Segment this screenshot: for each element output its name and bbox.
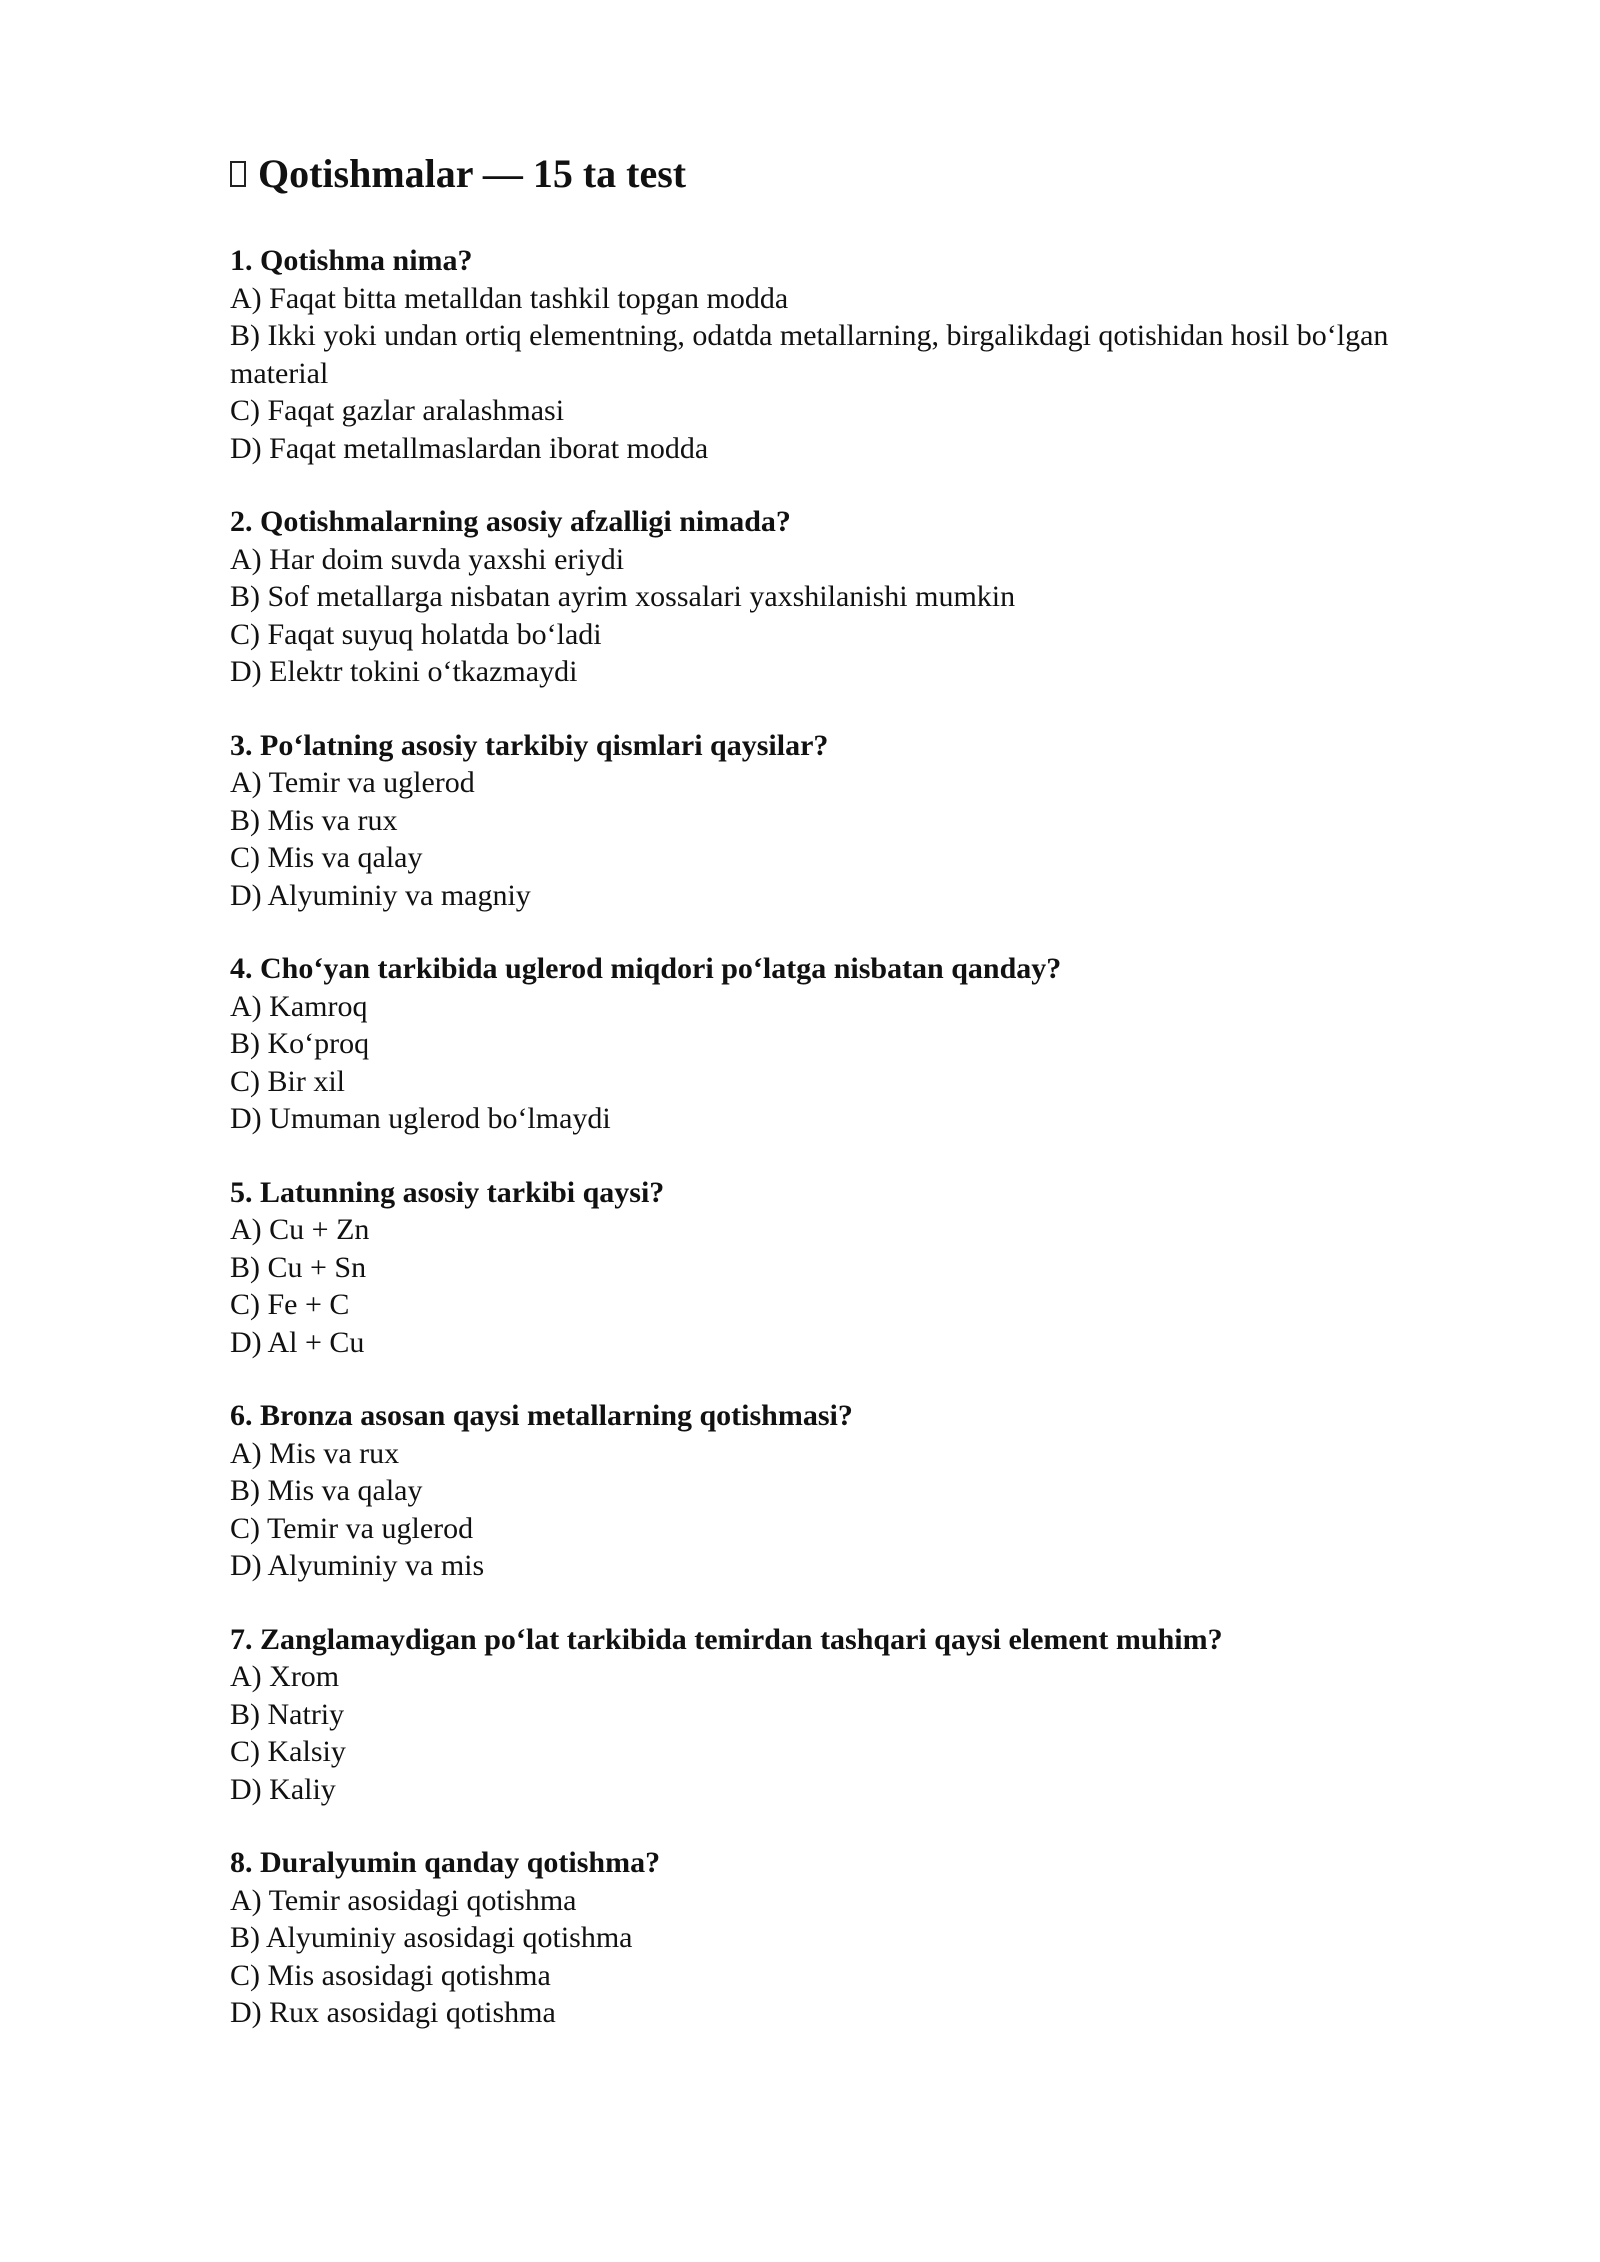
question-6 <box>230 1397 1490 1585</box>
option-d: D) Umuman uglerod bo‘lmaydi <box>230 1102 611 1135</box>
option-c: C) Mis asosidagi qotishma <box>230 1958 551 1992</box>
option-c: C) Temir va uglerod <box>230 1511 474 1545</box>
option-c: C) Bir xil <box>230 1064 346 1098</box>
option-d: D) Alyuminiy va mis <box>230 1549 485 1582</box>
question-3 <box>230 727 1490 915</box>
option-d: D) Alyuminiy va magniy <box>230 878 531 912</box>
box-glyph-icon <box>230 161 246 187</box>
option-a: A) Temir asosidagi qotishma <box>230 1883 577 1917</box>
document-title: Qotishmalar — 15 ta test <box>258 151 687 196</box>
option-a: A) Temir va uglerod <box>230 766 475 799</box>
option-b: B) Ko‘proq <box>230 1027 370 1060</box>
option-d: D) Elektr tokini o‘tkazmaydi <box>230 655 578 688</box>
option-a: A) Xrom <box>230 1660 340 1693</box>
option-a: A) Cu + Zn <box>230 1213 370 1246</box>
question-text: 5. Latunning asosiy tarkibi qaysi? <box>230 1175 665 1209</box>
option-d: D) Rux asosidagi qotishma <box>230 1996 556 2029</box>
question-text: 1. Qotishma nima? <box>230 244 473 277</box>
option-a: A) Faqat bitta metalldan tashkil topgan modda <box>230 281 789 315</box>
option-d: D) Kaliy <box>230 1772 336 1806</box>
question-8 <box>230 1844 1490 2032</box>
question-7 <box>230 1621 1490 1809</box>
option-a: A) Mis va rux <box>230 1436 400 1470</box>
option-a: A) Har doim suvda yaxshi eriydi <box>230 542 625 576</box>
option-b: B) Mis va rux <box>230 803 398 837</box>
option-c: C) Faqat gazlar aralashmasi <box>230 394 565 427</box>
option-c: C) Mis va qalay <box>230 841 423 874</box>
option-b: B) Ikki yoki undan ortiq elementning, odatda metallarning, birgalikdagi qotishidan hosil bo‘lgan material <box>230 319 1389 390</box>
question-text: 8. Duralyumin qanday qotishma? <box>230 1846 661 1879</box>
question-text: 3. Po‘latning asosiy tarkibiy qismlari qaysilar? <box>230 728 829 762</box>
option-c: C) Kalsiy <box>230 1735 346 1768</box>
question-text: 4. Cho‘yan tarkibida uglerod miqdori po‘latga nisbatan qanday? <box>230 952 1062 985</box>
question-2 <box>230 503 1490 691</box>
question-text: 6. Bronza asosan qaysi metallarning qotishmasi? <box>230 1399 853 1432</box>
option-a: A) Kamroq <box>230 989 368 1023</box>
option-c: C) Faqat suyuq holatda bo‘ladi <box>230 617 602 651</box>
option-b: B) Cu + Sn <box>230 1250 367 1284</box>
option-d: D) Faqat metallmaslardan iborat modda <box>230 431 709 465</box>
option-c: C) Fe + C <box>230 1288 350 1321</box>
option-b: B) Sof metallarga nisbatan ayrim xossalari yaxshilanishi mumkin <box>230 580 1016 613</box>
document-title-row <box>230 150 1490 198</box>
question-1 <box>230 242 1490 467</box>
option-d: D) Al + Cu <box>230 1325 365 1359</box>
question-5 <box>230 1174 1490 1362</box>
option-b: B) Natriy <box>230 1697 345 1731</box>
question-text: 7. Zanglamaydigan po‘lat tarkibida temirdan tashqari qaysi element muhim? <box>230 1622 1223 1656</box>
option-b: B) Mis va qalay <box>230 1474 423 1507</box>
document-page <box>230 150 1490 2068</box>
option-b: B) Alyuminiy asosidagi qotishma <box>230 1921 633 1954</box>
question-text: 2. Qotishmalarning asosiy afzalligi nimada? <box>230 505 791 538</box>
question-4 <box>230 950 1490 1138</box>
